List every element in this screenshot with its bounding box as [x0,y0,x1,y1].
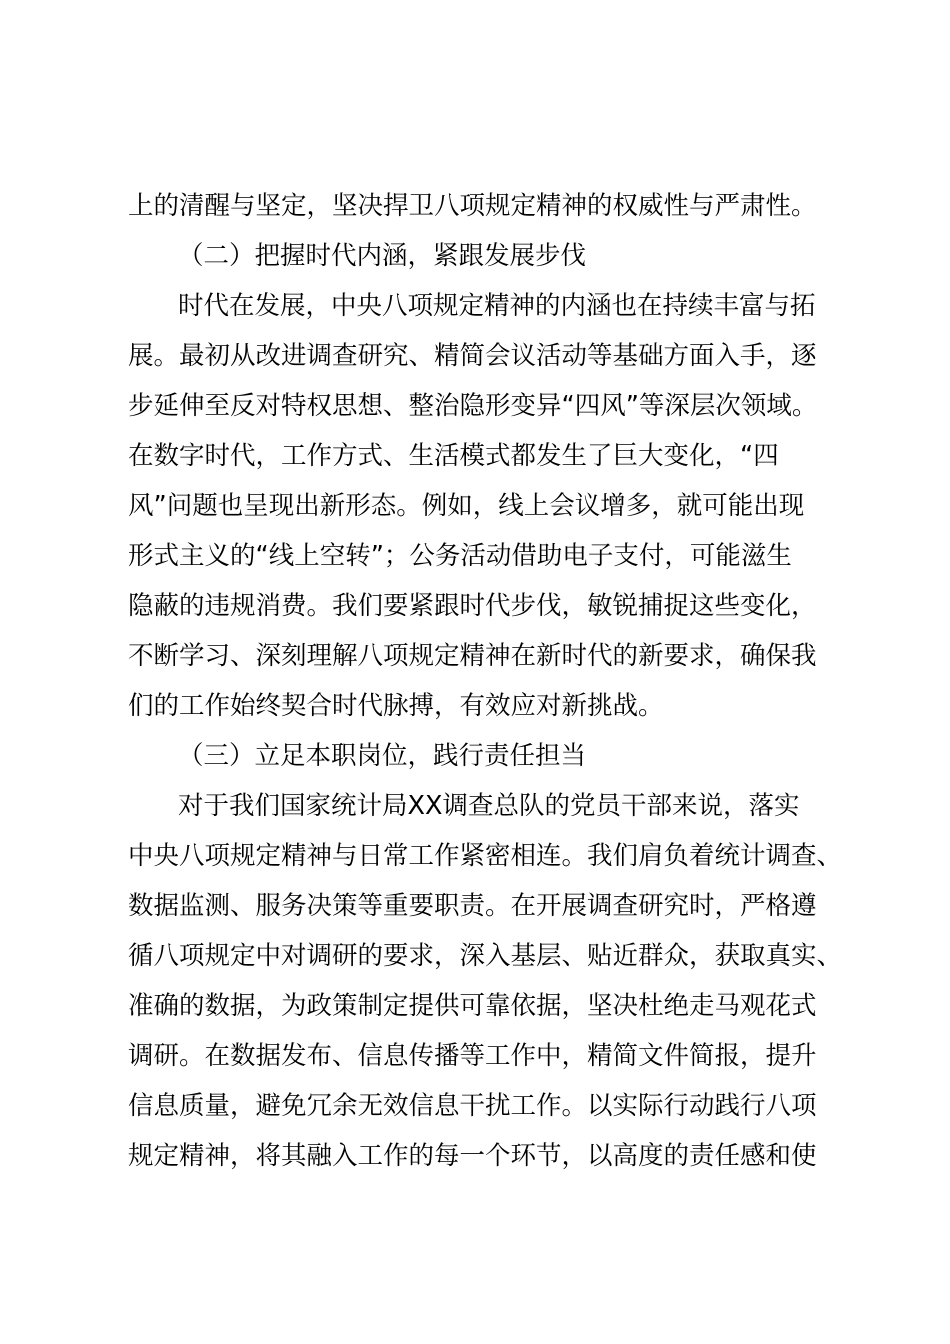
body-text-line: 隐蔽的违规消费。我们要紧跟时代步伐，敏锐捕捉这些变化， [128,591,817,621]
body-text-line: 展。最初从改进调查研究、精简会议活动等基础方面入手，逐 [128,341,817,371]
body-text-line: 信息质量，避免冗余无效信息干扰工作。以实际行动践行八项 [128,1091,817,1121]
body-text-line: 步延伸至反对特权思想、整治隐形变异“四风”等深层次领域。 [128,391,818,421]
body-text-line: 数据监测、服务决策等重要职责。在开展调查研究时，严格遵 [128,891,817,921]
body-text-line: 中央八项规定精神与日常工作紧密相连。我们肩负着统计调查、 [128,841,843,871]
body-text-line: 规定精神，将其融入工作的每一个环节，以高度的责任感和使 [128,1141,817,1171]
body-text-line: 准确的数据，为政策制定提供可靠依据，坚决杜绝走马观花式 [128,991,817,1021]
body-text-line: 在数字时代，工作方式、生活模式都发生了巨大变化，“四 [128,441,779,471]
body-text-line: 循八项规定中对调研的要求，深入基层、贴近群众，获取真实、 [128,941,843,971]
body-text-line: 对于我们国家统计局XX调查总队的党员干部来说，落实 [178,791,800,821]
body-text-line: 时代在发展，中央八项规定精神的内涵也在持续丰富与拓 [178,291,816,321]
body-text-line: 风”问题也呈现出新形态。例如，线上会议增多，就可能出现 [128,491,805,521]
body-text-line: 不断学习、深刻理解八项规定精神在新时代的新要求，确保我 [128,641,817,671]
section-heading: （三）立足本职岗位，践行责任担当 [178,741,587,771]
body-text-line: 们的工作始终契合时代脉搏，有效应对新挑战。 [128,691,664,721]
section-heading: （二）把握时代内涵，紧跟发展步伐 [178,241,587,271]
body-text-line: 形式主义的“线上空转”；公务活动借助电子支付，可能滋生 [128,541,792,571]
body-text-line: 调研。在数据发布、信息传播等工作中，精简文件简报，提升 [128,1041,817,1071]
body-text-line: 上的清醒与坚定，坚决捍卫八项规定精神的权威性与严肃性。 [128,191,817,221]
